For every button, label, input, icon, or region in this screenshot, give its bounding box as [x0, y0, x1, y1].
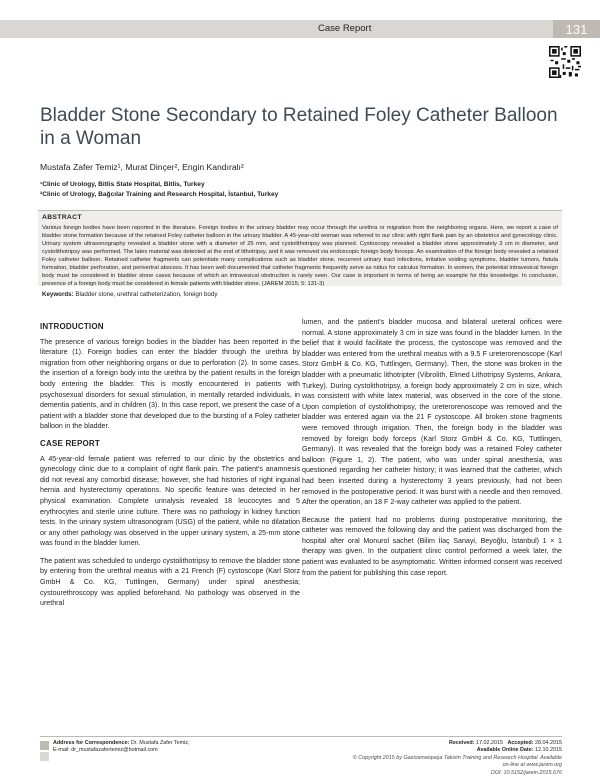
- accepted-label: Accepted:: [507, 740, 534, 746]
- right-column: [302, 317, 562, 585]
- case-paragraph-4: Because the patient had no problems during postoperative monitoring, the catheter was removed the following day and the patient was discharged from the hospital after oral Monurol sachet (Bilim İlaç Sanayi, Beyoğlu, İstanbul) 1 × 1 therapy was given. In the outpatient clinic control performed a week later, the patient was evaluated to be asymptomatic. Written informed consent was received from the patient for publishing this case report.: [302, 515, 562, 577]
- case-paragraph-1: A 45-year-old female patient was referred to our clinic by the obstetrics and gynecology clinic due to a complaint of right flank pain. The patient's anamnesis did not reveal any comorbid disease; however, she had histories of right inguinal hernia and hysterectomy operations. No specific feature was detected in her physical examination. Complete urinalysis revealed 18 leucocytes and 5 erythrocytes and sterile urine culture. There was no pathology in kidney function tests. In the urinary system ultrasonogram (USG) of the patient, while no dilatation or any other pathology was observed in the upper urinary system, a 25-mm stone was found in the bladder lumen.: [40, 454, 300, 548]
- left-column: [40, 320, 300, 616]
- correspondence-label: Address for Correspondence:: [53, 740, 130, 746]
- introduction-heading: INTRODUCTION: [40, 322, 104, 331]
- case-paragraph-2: The patient was scheduled to undergo cystolithotripsy to remove the bladder stone by entering from the urethral meatus with a 21 French (F) cystoscope (Karl Storz GmbH & Co. KG, Tuttlingen, Germany) under spinal anesthesia; cystourethroscopy was applied beforehand. No pathology was observed in the urethral: [40, 556, 300, 608]
- keywords: [42, 291, 562, 298]
- section-label: Case Report: [318, 23, 372, 34]
- received-label: Received:: [449, 740, 475, 746]
- copyright-notice: © Copyright 2015 by Gaziosmanpaşa Taksim Training and Research Hospital. Available on-line at www.jarem.org: [352, 754, 562, 769]
- dates-block: [352, 740, 562, 777]
- abstract-text: Various foreign bodies have been reported in the literature. Foreign bodies in the urinary bladder may occur through the urethra or migration from the neighboring organs. Here, we report a case of bladder stone formation because of the retained Foley catheter balloon in the urinary bladder. A 45-year-old woman was referred to our clinic with right flank pain by an obstetrics and gynecology clinic. Urinary system ultrasonography revealed a bladder stone with a diameter of 25 mm, and cystolithotripsy was planned. Cystoscopy revealed a bladder stone approximately 3 cm in diameter, and cystolithotripsy was performed. The latex material was detected at the end of lithotripsy, and it was removed via endoscopic foreign body forceps. An examination of the foreign body revealed a retained Foley catheter balloon. Retained catheter fragments can potentiate many complications such as bladder stone, recurrent urinary tract infections, irritative voiding symptoms, bladder tumors, fistula formation, bladder perforation, and perivertral abscess. It has been well documented that catheter fragments frequently serve as nidus for calculus formation. In women, the potential intravesical foreign body must be considered in bladder stone cases because of which an intravesical obstruction is rarely seen. Our case is important in terms of being an example for this knowledge. In conclusion, presence of a foreign body must be considered in female patients with bladder stone. (JAREM 2015; 5: 131-3): [42, 225, 558, 287]
- footer-divider: [40, 736, 562, 737]
- introduction-paragraph: The presence of various foreign bodies in the bladder has been reported in the literature (1). Foreign bodies can enter the bladder through the urethra by migration from other neighboring organs or due to perforation (2). In some cases, the insertion of a foreign body into the urethra by the patient results in the foreign body entering the bladder. This is mostly encountered in patients with psychosexual disorders for sexual stimulation, in mentally retarded individuals, in dementia patients, and in children (3). In this case report, we present the case of a patient with a bladder stone that developed due to the bursting of a Foley catheter balloon in the bladder.: [40, 337, 300, 431]
- page-number: 131: [565, 22, 588, 37]
- doi[interactable]: DOI: 10.5152/jarem.2015.676: [490, 769, 562, 776]
- affiliation-1: ¹Clinic of Urology, Bitlis State Hospital, Bitlis, Turkey: [40, 181, 205, 188]
- keywords-label: Keywords:: [42, 291, 74, 298]
- page-number-box: [553, 20, 600, 38]
- received-date: 17.02.2015: [475, 740, 503, 746]
- header-band: [0, 20, 553, 38]
- correspondence-block: [53, 740, 190, 755]
- abstract-heading: ABSTRACT: [42, 214, 82, 221]
- case-paragraph-3: lumen, and the patient's bladder mucosa and bilateral ureteral orifices were normal. A stone approximately 3 cm in size was found in the bladder lumen. In the belief that it would facilitate the process, the cystoscope was removed and the bladder was entered from the urethral meatus with a 9.5 F ureterorenoscope (Karl Storz GmbH & Co. KG, Tuttlingen, Germany). Then, the stone was broken in the bladder with a pneumatic lithotripter (Vibrolith, Elmed Lithotripsy Systems, Ankara, Turkey). During cystolithotripsy, a foreign body approximately 2 cm in size, which was consistent with white latex material, was observed in the core of the stone. Upon completion of cystolithotripsy, the ureterorenoscope was removed and the bladder was entered again via the 21 F cystoscope. All broken stone fragments were removed through irrigation. Then, the foreign body in the bladder was removed by foreign body forceps (Karl Storz GmbH & Co. KG, Tuttlingen, Germany). It was revealed that the foreign body was a retained Foley catheter balloon (Figure 1, 2). The patient, who was under spinal anesthesia, was questioned regarding her catheter history; it was learned that the catheter, which had been inserted during a hysterectomy 3 years previously, had not been removed in the postoperative period. It was burst with a needle and then removed. After the operation, an 18 F 2-way catheter was applied to the patient.: [302, 318, 562, 507]
- running-header: [0, 20, 600, 40]
- abstract-box: [38, 210, 562, 286]
- correspondence-icon: [40, 741, 49, 763]
- keywords-text: Bladder stone, urethral catheterization, foreign body: [75, 291, 218, 298]
- online-label: Available Online Date:: [476, 747, 534, 754]
- correspondence-email[interactable]: E-mail: dr_mustafazafertemiz@hotmail.com: [53, 747, 158, 754]
- case-report-heading: CASE REPORT: [40, 438, 100, 448]
- accepted-date: 28.04.2015: [535, 740, 562, 746]
- author-list: Mustafa Zafer Temiz¹, Murat Dinçer², Engin Kandıralı²: [40, 162, 244, 172]
- correspondence-name: Dr. Mustafa Zafer Temiz,: [130, 740, 190, 746]
- qr-code-icon[interactable]: [549, 46, 581, 78]
- online-date: 12.10.2015: [535, 747, 562, 754]
- affiliation-2: ²Clinic of Urology, Bağcılar Training and Research Hospital, İstanbul, Turkey: [40, 191, 279, 198]
- article-title: Bladder Stone Secondary to Retained Foley Catheter Balloon in a Woman: [40, 105, 558, 149]
